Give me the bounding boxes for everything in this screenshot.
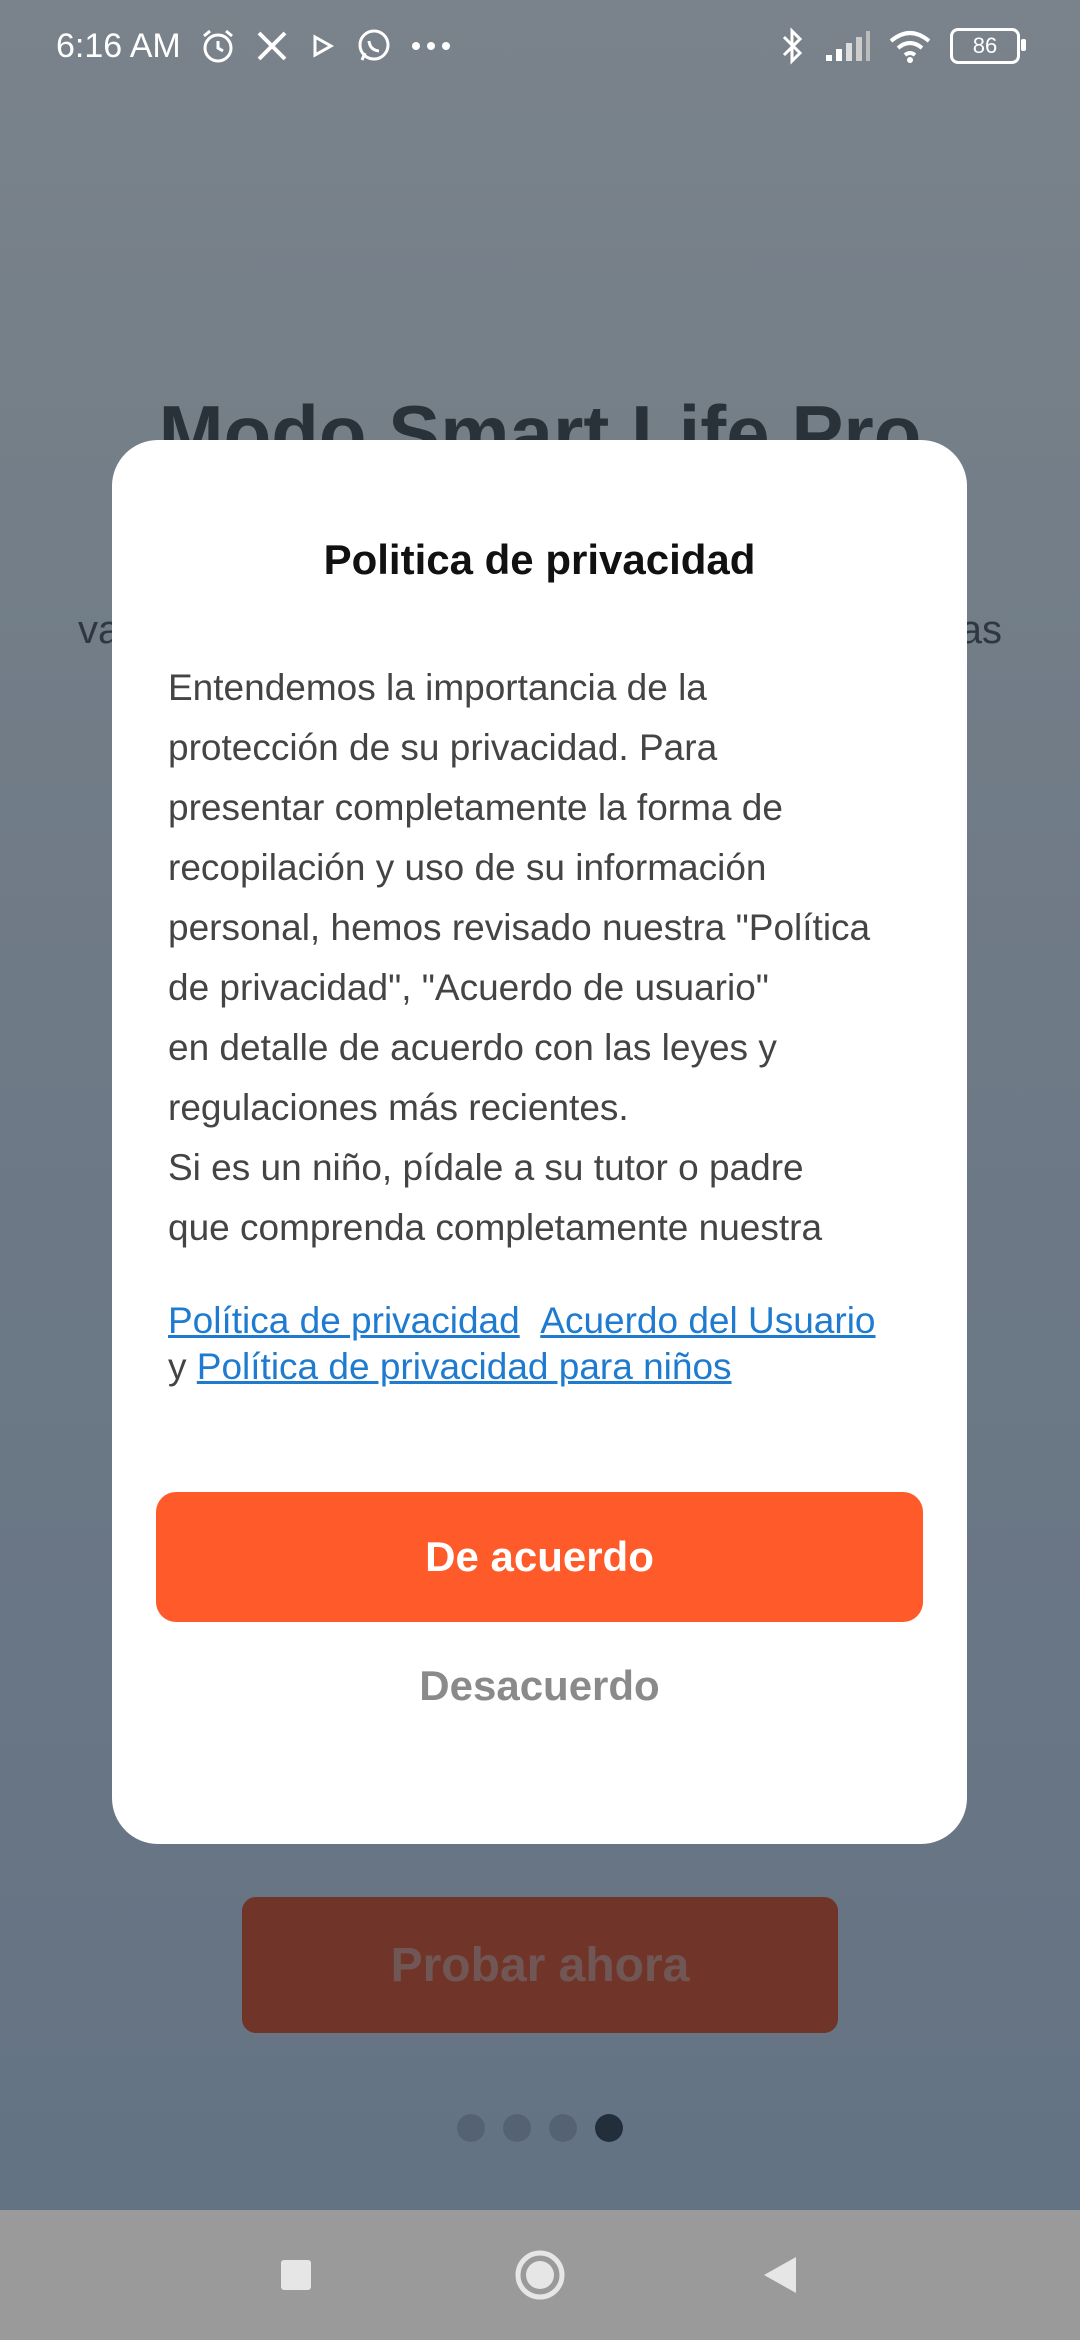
body-line: regulaciones más recientes. xyxy=(168,1087,629,1128)
children-privacy-policy-link[interactable]: Política de privacidad para niños xyxy=(196,1346,732,1387)
status-right xyxy=(780,24,1020,68)
play-icon xyxy=(307,24,337,68)
alarm-icon xyxy=(199,24,237,68)
privacy-policy-link[interactable]: Política de privacidad xyxy=(168,1300,520,1341)
policy-links xyxy=(168,1298,928,1390)
privacy-policy-dialog xyxy=(112,440,967,1844)
body-line: presentar completamente la forma de xyxy=(168,787,783,828)
try-now-button-dim xyxy=(242,1897,838,2033)
agree-button[interactable]: De acuerdo xyxy=(156,1492,923,1622)
whatsapp-icon xyxy=(355,24,393,68)
back-icon[interactable] xyxy=(720,2210,840,2340)
status-time: 6:16 AM xyxy=(56,26,181,65)
body-line: protección de su privacidad. Para xyxy=(168,727,718,768)
wifi-icon xyxy=(888,24,932,68)
battery-icon xyxy=(950,28,1020,64)
user-agreement-link[interactable]: Acuerdo del Usuario xyxy=(540,1300,876,1341)
more-dots-icon xyxy=(411,24,451,68)
x-logo-icon xyxy=(255,24,289,68)
system-nav-bar xyxy=(0,2210,1080,2340)
body-line: Entendemos la importancia de la xyxy=(168,667,707,708)
home-icon[interactable] xyxy=(480,2210,600,2340)
link-connector: y xyxy=(168,1346,187,1387)
status-bar xyxy=(0,0,1080,96)
body-line: en detalle de acuerdo con las leyes y xyxy=(168,1027,777,1068)
disagree-button[interactable]: Desacuerdo xyxy=(156,1636,923,1736)
recent-apps-icon[interactable] xyxy=(236,2210,356,2340)
body-line: recopilación y uso de su información xyxy=(168,847,767,888)
body-line: que comprenda completamente nuestra xyxy=(168,1207,823,1248)
dialog-body xyxy=(168,658,928,1258)
signal-icon xyxy=(824,24,870,68)
body-line: de privacidad", "Acuerdo de usuario" xyxy=(168,967,769,1008)
bluetooth-icon xyxy=(780,24,806,68)
body-line: Si es un niño, pídale a su tutor o padre xyxy=(168,1147,804,1188)
dialog-title: Politica de privacidad xyxy=(323,536,756,583)
status-left xyxy=(56,24,451,68)
body-line: personal, hemos revisado nuestra "Política xyxy=(168,907,871,948)
battery-level: 86 xyxy=(972,33,998,58)
